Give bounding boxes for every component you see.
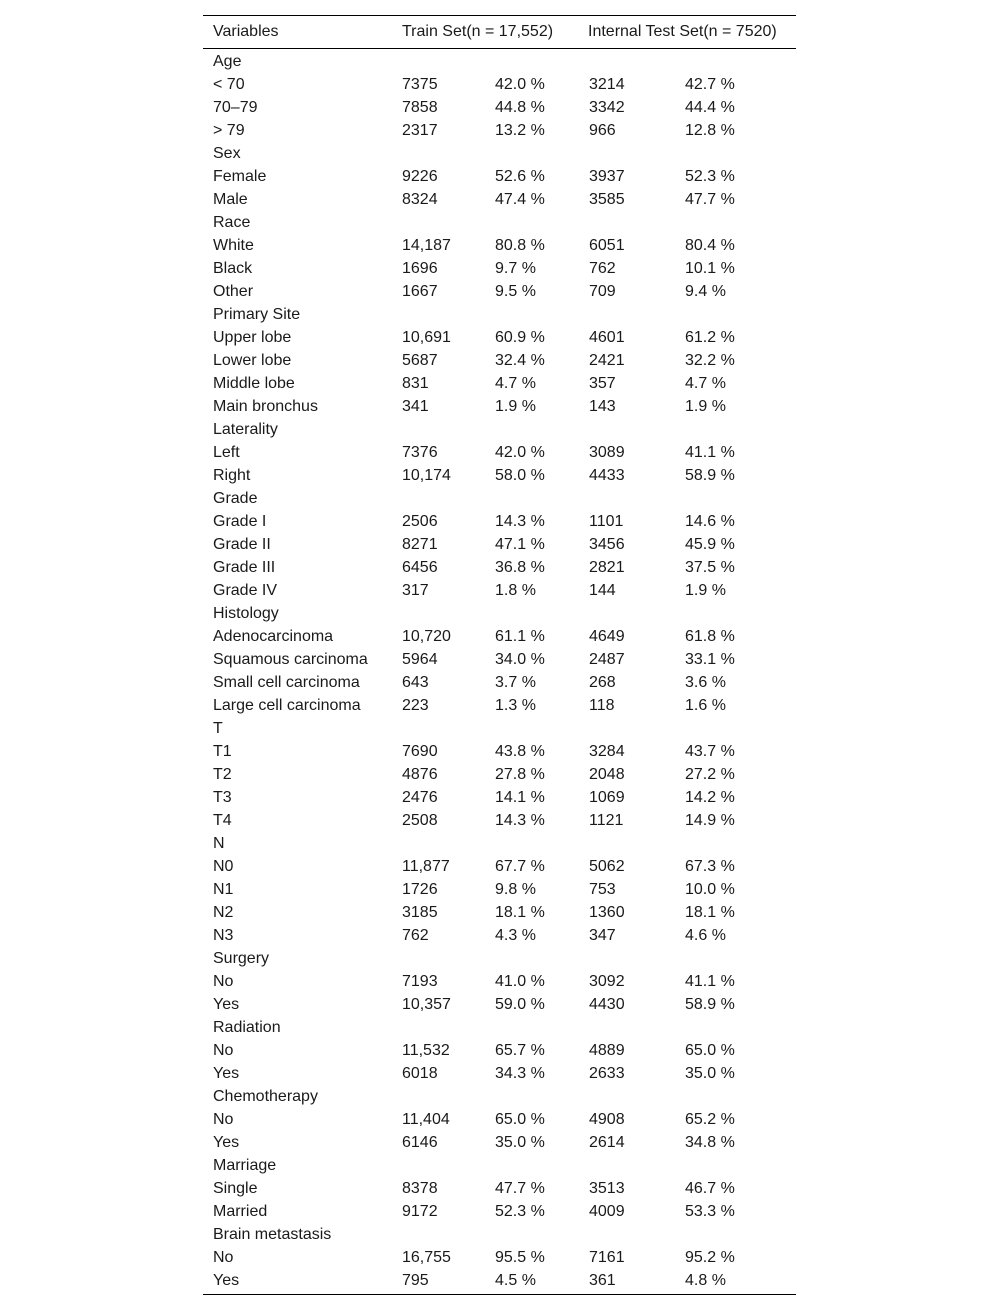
test-count: 3342: [589, 98, 625, 116]
table-row: [203, 1200, 796, 1223]
test-count: 144: [589, 581, 616, 599]
test-count: 2633: [589, 1064, 625, 1082]
table-row: [203, 970, 796, 993]
test-percent: 10.0 %: [685, 880, 735, 898]
test-count: 4009: [589, 1202, 625, 1220]
train-count: 2508: [402, 811, 438, 829]
table-group-row: [203, 602, 796, 625]
test-percent: 61.8 %: [685, 627, 735, 645]
row-label: T: [213, 719, 223, 737]
test-count: 2048: [589, 765, 625, 783]
test-percent: 10.1 %: [685, 259, 735, 277]
test-percent: 32.2 %: [685, 351, 735, 369]
train-percent: 13.2 %: [495, 121, 545, 139]
train-count: 1696: [402, 259, 438, 277]
test-percent: 58.9 %: [685, 466, 735, 484]
table-row: [203, 73, 796, 96]
header-train-set: Train Set(n = 17,552): [402, 23, 554, 40]
table-row: [203, 993, 796, 1016]
train-count: 795: [402, 1271, 429, 1289]
row-label: Marriage: [213, 1156, 277, 1174]
table-group-row: [203, 832, 796, 855]
test-percent: 34.8 %: [685, 1133, 735, 1151]
train-count: 7858: [402, 98, 438, 116]
train-count: 11,877: [402, 857, 450, 875]
table-row: [203, 188, 796, 211]
train-percent: 42.0 %: [495, 443, 545, 461]
test-percent: 61.2 %: [685, 328, 735, 346]
train-percent: 14.3 %: [495, 512, 545, 530]
train-count: 6146: [402, 1133, 438, 1151]
row-label: Main bronchus: [213, 397, 318, 415]
table-group-row: [203, 947, 796, 970]
train-percent: 65.7 %: [495, 1041, 545, 1059]
table-row: [203, 119, 796, 142]
test-percent: 65.2 %: [685, 1110, 735, 1128]
train-percent: 61.1 %: [495, 627, 545, 645]
train-count: 5964: [402, 650, 438, 668]
table-row: [203, 1269, 796, 1292]
train-count: 4876: [402, 765, 438, 783]
table-group-row: [203, 50, 796, 73]
train-count: 8324: [402, 190, 438, 208]
row-label: Left: [213, 443, 240, 461]
train-percent: 47.7 %: [495, 1179, 545, 1197]
train-count: 9226: [402, 167, 438, 185]
train-percent: 36.8 %: [495, 558, 545, 576]
test-count: 709: [589, 282, 616, 300]
train-count: 223: [402, 696, 429, 714]
train-count: 10,357: [402, 995, 451, 1013]
test-count: 143: [589, 397, 616, 415]
row-label: Age: [213, 52, 242, 70]
test-count: 357: [589, 374, 616, 392]
table-row: [203, 1246, 796, 1269]
test-percent: 14.6 %: [685, 512, 735, 530]
train-percent: 9.5 %: [495, 282, 536, 300]
table-group-row: [203, 487, 796, 510]
test-percent: 9.4 %: [685, 282, 726, 300]
table-row: [203, 349, 796, 372]
train-percent: 1.3 %: [495, 696, 536, 714]
test-percent: 18.1 %: [685, 903, 735, 921]
test-count: 5062: [589, 857, 625, 875]
row-label: No: [213, 972, 234, 990]
train-percent: 27.8 %: [495, 765, 545, 783]
train-percent: 52.3 %: [495, 1202, 545, 1220]
train-count: 7690: [402, 742, 438, 760]
table-group-row: [203, 1223, 796, 1246]
row-label: Black: [213, 259, 253, 277]
train-count: 5687: [402, 351, 438, 369]
header-internal-test-set: Internal Test Set(n = 7520): [588, 23, 777, 40]
test-count: 3089: [589, 443, 625, 461]
table-row: [203, 556, 796, 579]
train-count: 11,532: [402, 1041, 450, 1059]
row-label: Middle lobe: [213, 374, 295, 392]
train-count: 14,187: [402, 236, 451, 254]
row-label: Small cell carcinoma: [213, 673, 360, 691]
train-percent: 4.3 %: [495, 926, 536, 944]
table-group-row: [203, 142, 796, 165]
test-percent: 52.3 %: [685, 167, 735, 185]
row-label: No: [213, 1110, 234, 1128]
train-percent: 18.1 %: [495, 903, 545, 921]
test-count: 4649: [589, 627, 625, 645]
train-count: 762: [402, 926, 429, 944]
test-count: 4433: [589, 466, 625, 484]
table-row: [203, 740, 796, 763]
test-count: 3456: [589, 535, 625, 553]
test-percent: 42.7 %: [685, 75, 735, 93]
test-count: 4601: [589, 328, 625, 346]
table-row: [203, 165, 796, 188]
train-percent: 60.9 %: [495, 328, 545, 346]
row-label: Right: [213, 466, 251, 484]
train-count: 2506: [402, 512, 438, 530]
train-count: 9172: [402, 1202, 438, 1220]
table-row: [203, 1108, 796, 1131]
row-label: Grade II: [213, 535, 271, 553]
table-row: [203, 901, 796, 924]
row-label: Surgery: [213, 949, 270, 967]
train-percent: 4.5 %: [495, 1271, 536, 1289]
train-percent: 4.7 %: [495, 374, 536, 392]
test-percent: 33.1 %: [685, 650, 735, 668]
table-row: [203, 234, 796, 257]
train-percent: 43.8 %: [495, 742, 545, 760]
test-percent: 35.0 %: [685, 1064, 735, 1082]
train-count: 2476: [402, 788, 438, 806]
test-percent: 65.0 %: [685, 1041, 735, 1059]
row-label: Yes: [213, 1271, 240, 1289]
row-label: 70–79: [213, 98, 258, 116]
train-count: 6018: [402, 1064, 438, 1082]
row-label: N1: [213, 880, 234, 898]
train-count: 7193: [402, 972, 438, 990]
table-row: [203, 372, 796, 395]
row-label: Grade III: [213, 558, 276, 576]
test-percent: 58.9 %: [685, 995, 735, 1013]
train-percent: 42.0 %: [495, 75, 545, 93]
train-count: 643: [402, 673, 429, 691]
row-label: Yes: [213, 995, 240, 1013]
test-count: 2614: [589, 1133, 625, 1151]
row-label: Chemotherapy: [213, 1087, 318, 1105]
row-label: Lower lobe: [213, 351, 292, 369]
table-row: [203, 464, 796, 487]
header-variables: Variables: [213, 23, 279, 40]
train-percent: 1.9 %: [495, 397, 536, 415]
train-percent: 34.0 %: [495, 650, 545, 668]
test-percent: 37.5 %: [685, 558, 735, 576]
table-row: [203, 625, 796, 648]
table-group-row: [203, 418, 796, 441]
table-header: [203, 16, 796, 49]
table-row: [203, 510, 796, 533]
table-row: [203, 671, 796, 694]
train-percent: 67.7 %: [495, 857, 545, 875]
row-label: Squamous carcinoma: [213, 650, 368, 668]
test-percent: 95.2 %: [685, 1248, 735, 1266]
table-row: [203, 280, 796, 303]
train-percent: 65.0 %: [495, 1110, 545, 1128]
row-label: Yes: [213, 1133, 240, 1151]
table-row: [203, 924, 796, 947]
row-label: Male: [213, 190, 248, 208]
train-percent: 9.8 %: [495, 880, 536, 898]
train-percent: 44.8 %: [495, 98, 545, 116]
row-label: Laterality: [213, 420, 278, 438]
table-group-row: [203, 303, 796, 326]
test-percent: 53.3 %: [685, 1202, 735, 1220]
test-count: 753: [589, 880, 616, 898]
train-count: 2317: [402, 121, 438, 139]
row-label: Grade IV: [213, 581, 278, 599]
test-count: 4430: [589, 995, 625, 1013]
row-label: N0: [213, 857, 234, 875]
row-label: Yes: [213, 1064, 240, 1082]
table-row: [203, 257, 796, 280]
table-row: [203, 395, 796, 418]
train-count: 11,404: [402, 1110, 450, 1128]
test-count: 2821: [589, 558, 625, 576]
row-label: Other: [213, 282, 254, 300]
table-row: [203, 809, 796, 832]
table-row: [203, 326, 796, 349]
table-row: [203, 1131, 796, 1154]
test-percent: 4.7 %: [685, 374, 726, 392]
row-label: No: [213, 1041, 234, 1059]
row-label: Upper lobe: [213, 328, 292, 346]
row-label: Grade: [213, 489, 258, 507]
table-row: [203, 763, 796, 786]
test-percent: 1.9 %: [685, 397, 726, 415]
test-percent: 43.7 %: [685, 742, 735, 760]
test-percent: 1.9 %: [685, 581, 726, 599]
train-percent: 34.3 %: [495, 1064, 545, 1082]
table-row: [203, 786, 796, 809]
row-label: No: [213, 1248, 234, 1266]
table-row: [203, 1039, 796, 1062]
row-label: T4: [213, 811, 232, 829]
test-count: 3092: [589, 972, 625, 990]
train-percent: 47.1 %: [495, 535, 545, 553]
test-percent: 41.1 %: [685, 972, 735, 990]
test-percent: 67.3 %: [685, 857, 735, 875]
train-percent: 35.0 %: [495, 1133, 545, 1151]
row-label: Sex: [213, 144, 241, 162]
train-count: 10,174: [402, 466, 451, 484]
test-count: 1360: [589, 903, 625, 921]
test-count: 118: [589, 696, 615, 714]
row-label: Grade I: [213, 512, 267, 530]
test-count: 268: [589, 673, 616, 691]
row-label: T2: [213, 765, 232, 783]
test-count: 4889: [589, 1041, 625, 1059]
test-count: 3284: [589, 742, 625, 760]
test-count: 7161: [589, 1248, 625, 1266]
test-count: 2487: [589, 650, 625, 668]
test-percent: 41.1 %: [685, 443, 735, 461]
table-group-row: [203, 1085, 796, 1108]
train-count: 6456: [402, 558, 438, 576]
table-group-row: [203, 211, 796, 234]
table-row: [203, 694, 796, 717]
table-row: [203, 855, 796, 878]
test-count: 2421: [589, 351, 625, 369]
test-count: 347: [589, 926, 616, 944]
test-count: 966: [589, 121, 616, 139]
test-percent: 1.6 %: [685, 696, 726, 714]
train-percent: 59.0 %: [495, 995, 545, 1013]
row-label: < 70: [213, 75, 245, 93]
train-count: 10,691: [402, 328, 451, 346]
test-count: 1069: [589, 788, 625, 806]
table-group-row: [203, 717, 796, 740]
row-label: T3: [213, 788, 232, 806]
row-label: Histology: [213, 604, 279, 622]
train-percent: 80.8 %: [495, 236, 545, 254]
train-percent: 14.3 %: [495, 811, 545, 829]
train-count: 3185: [402, 903, 438, 921]
table-row: [203, 1062, 796, 1085]
train-count: 1726: [402, 880, 438, 898]
row-label: N2: [213, 903, 234, 921]
test-percent: 45.9 %: [685, 535, 735, 553]
test-percent: 4.6 %: [685, 926, 726, 944]
row-label: Radiation: [213, 1018, 281, 1036]
table-row: [203, 96, 796, 119]
row-label: N: [213, 834, 225, 852]
test-percent: 3.6 %: [685, 673, 726, 691]
train-percent: 58.0 %: [495, 466, 545, 484]
row-label: Single: [213, 1179, 258, 1197]
train-count: 341: [402, 397, 429, 415]
train-count: 317: [402, 581, 429, 599]
table-body: [203, 49, 796, 1294]
table-group-row: [203, 1154, 796, 1177]
test-percent: 46.7 %: [685, 1179, 735, 1197]
test-count: 1121: [589, 811, 624, 829]
train-count: 8378: [402, 1179, 438, 1197]
row-label: Primary Site: [213, 305, 301, 323]
train-count: 7375: [402, 75, 438, 93]
train-count: 8271: [402, 535, 438, 553]
row-label: Race: [213, 213, 251, 231]
table-row: [203, 648, 796, 671]
test-count: 3513: [589, 1179, 625, 1197]
train-count: 16,755: [402, 1248, 451, 1266]
train-percent: 41.0 %: [495, 972, 545, 990]
train-percent: 52.6 %: [495, 167, 545, 185]
row-label: Married: [213, 1202, 268, 1220]
row-label: T1: [213, 742, 232, 760]
train-percent: 14.1 %: [495, 788, 545, 806]
train-percent: 32.4 %: [495, 351, 545, 369]
test-count: 762: [589, 259, 616, 277]
test-percent: 80.4 %: [685, 236, 735, 254]
table-row: [203, 441, 796, 464]
row-label: Brain metastasis: [213, 1225, 332, 1243]
train-count: 831: [402, 374, 429, 392]
train-count: 10,720: [402, 627, 451, 645]
train-count: 1667: [402, 282, 438, 300]
characteristics-table: [203, 15, 796, 1295]
row-label: Adenocarcinoma: [213, 627, 334, 645]
row-label: White: [213, 236, 254, 254]
test-percent: 27.2 %: [685, 765, 735, 783]
train-percent: 1.8 %: [495, 581, 536, 599]
row-label: Female: [213, 167, 267, 185]
test-percent: 12.8 %: [685, 121, 735, 139]
table-row: [203, 1177, 796, 1200]
test-count: 4908: [589, 1110, 625, 1128]
train-percent: 95.5 %: [495, 1248, 545, 1266]
test-percent: 44.4 %: [685, 98, 735, 116]
row-label: > 79: [213, 121, 245, 139]
test-count: 3937: [589, 167, 625, 185]
test-count: 3585: [589, 190, 625, 208]
test-percent: 4.8 %: [685, 1271, 726, 1289]
train-percent: 3.7 %: [495, 673, 536, 691]
test-percent: 14.2 %: [685, 788, 735, 806]
table-row: [203, 533, 796, 556]
table-group-row: [203, 1016, 796, 1039]
test-count: 361: [589, 1271, 616, 1289]
train-percent: 9.7 %: [495, 259, 536, 277]
test-percent: 47.7 %: [685, 190, 735, 208]
table-row: [203, 878, 796, 901]
table-row: [203, 579, 796, 602]
train-percent: 47.4 %: [495, 190, 545, 208]
row-label: Large cell carcinoma: [213, 696, 361, 714]
test-count: 1101: [589, 512, 624, 530]
test-percent: 14.9 %: [685, 811, 735, 829]
train-count: 7376: [402, 443, 438, 461]
row-label: N3: [213, 926, 234, 944]
test-count: 6051: [589, 236, 625, 254]
test-count: 3214: [589, 75, 625, 93]
